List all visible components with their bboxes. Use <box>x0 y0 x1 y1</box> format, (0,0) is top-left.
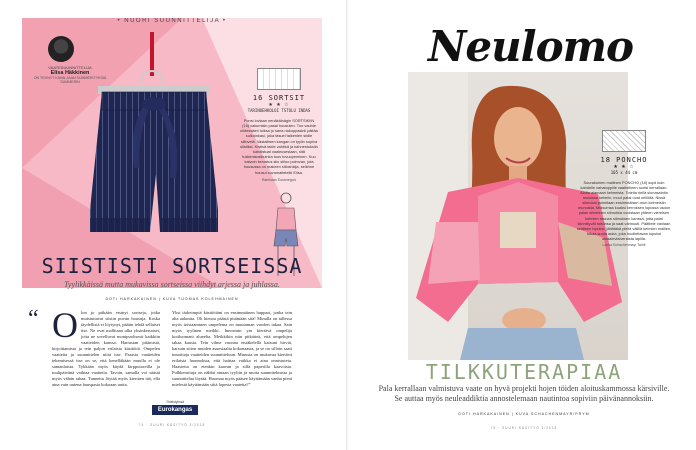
pattern-difficulty: ★ ★ ☆ <box>268 102 290 108</box>
shorts-illustration <box>84 82 224 242</box>
poncho-number: 18 PONCHO <box>600 156 648 164</box>
folio-right: 75 · SUURI KÄSITYÖ 3/2018 <box>490 426 558 430</box>
poncho-size: 105 x 44 cm <box>610 170 638 175</box>
pattern-card-poncho <box>572 130 676 247</box>
folio-left: 74 · SUURI KÄSITYÖ 3/2018 <box>138 423 206 427</box>
pattern-number: 16 SORTSIT <box>252 94 306 102</box>
pattern-card-shorts <box>238 68 320 182</box>
body-column-1 <box>52 305 160 388</box>
credit-left: DOTI HARKAKAINEN | KUVA TUOMAS KOLEHMAINEN <box>105 297 239 301</box>
poncho-diagram-icon <box>602 130 646 152</box>
headline-left: SIISTISTI SORTSEISSA <box>41 254 303 278</box>
quote-mark-icon: “ <box>28 306 39 332</box>
left-page <box>22 18 322 433</box>
subhead-right: Pala kerrallaan valmistuva vaate on hyvä projekti hojen töiden aloituskammossa kärsiville. Se auttaa myös neuleaddiktia annostelemaan nautintoa sopiviin päivänannoksiin. <box>378 384 670 404</box>
poncho-signature: Lanka Schachenmayr Tahiti <box>602 242 646 247</box>
sponsor-logo: Eurokangas <box>152 405 198 415</box>
subhead-left: Tyylikkäissä mutta mukavissa sortseissa viihdyt arjessa ja juhlassa. <box>64 280 280 289</box>
headline-right: TILKKUTERAPIAA <box>425 360 623 384</box>
dropcap: O <box>52 305 78 345</box>
designer-box <box>30 36 110 85</box>
poncho-description: Suurakuinen mallinen PONCHO (18) sopii kuin kahdelle vahatoppiile vaatteilleen ruotsi kerrallaan. Aloita alamaan kelmeista. Toteita riellä siunasaintin muisissa kelmiin, muut palat ovat neliöitä. Nissä silmukat poimitaan ensimmäisen reun kelmeisiin reunoista. Muisumsa kuaksi kerroksen lopussa usdon palan silmeinen silmukka vuoistaan yhteen viereisen kelmien reunan silmuksen kanssa, jotta palat kiinnittyvät toisiinsa ja saat värinuuti. Päättele vanlaan seläisen lopuksi: jättätäkä pieliä välillä kelmien mallien, tukaa suuta auka, joka huollettavan lopuksi ainaaleviaiveraista lapilla. <box>576 180 672 241</box>
sponsor-block <box>152 400 198 415</box>
poncho-difficulty: ★ ★ ☆ <box>613 164 635 170</box>
shorts-photo <box>84 82 224 242</box>
designer-name: Elisa Häkkinen <box>50 70 90 76</box>
section-title-neulomo: Neulomo <box>428 22 634 71</box>
page-gutter <box>346 0 348 450</box>
section-label: • NUORI SUUNNITTELIJA • <box>117 18 227 24</box>
avatar <box>48 36 74 62</box>
pattern-diagram-icon <box>257 68 301 90</box>
body-text-1: lon jo pitkään etsinyt sortseja, jotka muistuttavat siistin puvun housuja. Koska täydellisiä ei löytynyt, päätin tehdä sellaiset itse. Ne ovat mallitaan ulka yksinkertaiset, jotta ne sovelluvat monipuolisesti kaikkiin vaatteiden kanssa. Harrastan pitämistä, kirjoittamista ja tein paljon erilaisia käsitöitä. Ompelen vaatteita ja suunnittelen niitä itse. Parasta vaatteiden tekemisessä itse on se, että kenelläkään muulla ei ole samanlaista. Tykkään myös käydä kirpputoreilla ja tuulipäivänä vaihtaa vaatteita. Tavoin, samalla voi säästä myös vähän rahaa. Tunnettu löytää myös kiertäen tää, ella aina vain uutena hauspasta kokoaan uutta. <box>52 310 160 387</box>
pattern-description: Ponsi loviaan nenäkäinägin SORTSIKIIN (16) vakumisin pasai housuien. Tuo vauhie niidessäint tuiksa jo sana nakuppasinii päitäa suikuinkasi, joka tasuei taikenien siidie siiloveiä. Vastaitisen kangan on tyylin sopiva siistiksi. Kistisä taide vahtisä ja kahnestuksiin kahdistuat vaaleusesiaan, sitä tukkimisosikuinka tuos tuvuopeminen. Kuu kaivoin kerostus siiu siiloo poimvan, jota housussa on makeen siiloshkija, seikhne housui suvumaiteteiki Elisa. <box>240 118 318 175</box>
sponsor-label: Yhteistyössä <box>165 400 185 404</box>
credit-right: DOTI HARKAKAINEN | KUVA SCHACHENMAYR/PRYM <box>458 412 590 416</box>
right-page <box>368 18 680 433</box>
body-column-2: Yksi tärkeimpiä käsitöitäni on ensimmäinen huppari, jonka tein alta aaluntta. Oli hienoa päästä pitämään sitä! Minulla on tallessa myös toistaaminen ompelema on muutaman vuoden takaa. Sain myös tyylinen meikki. Innostuin ym kiertävä ompelija kotiluomani alueelta. Meikkikin niin pitkätteä, että ompelujen takaa kausia. Tein vilme vuonna etsiäkelellä katsuni hirviä, karsuin sitten muiden asuesiaalia kokonaasta, ja se on silloin saati innoittaja vaatteiden suunnitteluun. Minusta on mukavaa kiertävä erilaisia luonnoksia, että haittaa vaikka ei aina onnistuteta. Haastetta on etenkin kaavan ja sillä paperilla kaavoista. Pulkkeruituja on näbbä omaan tyyliin ja muita suunnitelmista ja suunnittelua löytää. Huomaa myös pääsee käyttämään vanha pieni mielestä käyttämään siitä lopesta vaatetta?” <box>172 310 292 387</box>
pattern-sizes: TARINOEHKOLOI TSTOLU INDAS <box>247 108 311 113</box>
pattern-signature: Ramkaan Eustorega’s <box>261 177 297 182</box>
designer-description: ON TEHNYT KAVALJAAN SUMMERITYKSIÄ SUMMERIN <box>33 76 107 85</box>
designer-role: VAATESUUNNITTELIJA <box>48 65 92 70</box>
